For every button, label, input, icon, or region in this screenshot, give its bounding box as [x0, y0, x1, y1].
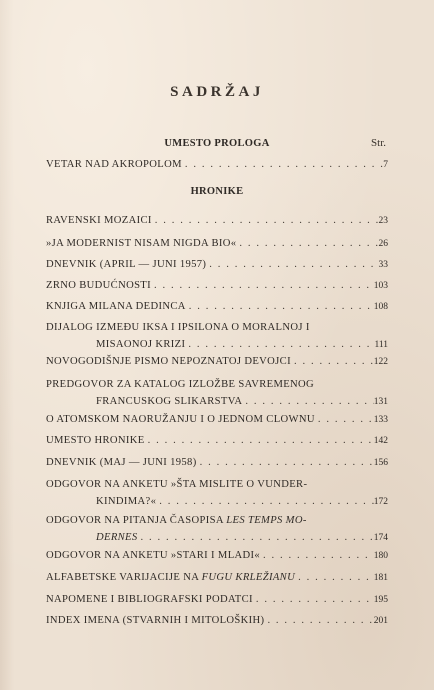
toc-entry-page: 122: [373, 357, 388, 367]
toc-entry-title: RAVENSKI MOZAICI: [46, 215, 152, 226]
toc-entry-title: NAPOMENE I BIBLIOGRAFSKI PODATCI: [46, 594, 253, 605]
toc-entry-page: 201: [373, 616, 388, 626]
toc-entry-page: 142: [373, 436, 388, 446]
toc-entry-title: »JA MODERNIST NISAM NIGDA BIO«: [46, 238, 237, 249]
leader-dots: [151, 280, 374, 292]
toc-entry-title: DNEVNIK (APRIL — JUNI 1957): [46, 259, 207, 270]
toc-entry: [46, 215, 388, 227]
leader-dots: [236, 238, 378, 250]
toc-entry: [46, 356, 388, 368]
toc-entry-title: DNEVNIK (MAJ — JUNI 1958): [46, 457, 197, 468]
toc-entry: [46, 572, 388, 584]
toc-entry-title-line1: DIJALOG IZMEĐU IKSA I IPSILONA O MORALNOJ I: [46, 322, 310, 333]
toc-entry: [46, 457, 388, 469]
toc-entry-title: O ATOMSKOM NAORUŽANJU I O JEDNOM CLOWNU: [46, 414, 315, 425]
toc-entry-title: ZRNO BUDUĆNOSTI: [46, 280, 152, 291]
toc-entry-title-line2: DERNES: [96, 532, 138, 543]
toc-entry-title: ODGOVOR NA ANKETU »STARI I MLADI«: [46, 550, 261, 561]
toc-entry-title-line2: FRANCUSKOG SLIKARSTVA: [96, 396, 243, 407]
toc-entry: [46, 159, 388, 171]
toc-entry-title-italic: FUGU KRLEŽIANU: [201, 572, 296, 583]
toc-entry-page: 108: [373, 302, 388, 312]
toc-entry-title-part: ODGOVOR NA PITANJA ČASOPISA: [46, 515, 227, 526]
leader-dots: [186, 301, 374, 313]
leader-dots: [197, 457, 374, 469]
toc-entry-page: 195: [373, 595, 388, 605]
leader-dots: [145, 435, 374, 447]
toc-entry: [46, 615, 388, 627]
leader-dots: [138, 532, 374, 544]
toc-entry-page: 23: [378, 216, 388, 226]
toc-entry-title-italic: LES TEMPS MO-: [226, 515, 307, 526]
toc-entry: [46, 515, 388, 544]
toc-entry-page: 174: [373, 533, 388, 543]
toc-entry-title-line1: [46, 515, 307, 527]
leader-dots: [156, 496, 374, 508]
toc-entry-page: 131: [373, 397, 388, 407]
toc-entry: [46, 550, 388, 562]
toc-entry: [46, 301, 388, 313]
toc-entry-title-part: ALFABETSKE VARIJACIJE NA: [46, 572, 202, 583]
toc-entry: [46, 379, 388, 408]
toc-entry-title: [46, 572, 295, 584]
leader-dots: [295, 572, 374, 584]
toc-entry: [46, 259, 388, 271]
toc-entry-page: 111: [374, 340, 388, 350]
toc-entry-page: 133: [373, 415, 388, 425]
toc-entry: [46, 479, 388, 508]
page-column-label: Str.: [371, 137, 386, 149]
toc-entry: [46, 322, 388, 351]
toc-entry-title-line1: PREDGOVOR ZA KATALOG IZLOŽBE SAVREMENOG: [46, 379, 315, 390]
toc-entry-page: 172: [373, 497, 388, 507]
toc-entry-page: 181: [373, 573, 388, 583]
toc-entry-title: NOVOGODIŠNJE PISMO NEPOZNATOJ DEVOJCI: [46, 356, 291, 367]
leader-dots: [242, 396, 373, 408]
toc-entry-page: 180: [373, 551, 388, 561]
leader-dots: [291, 356, 374, 368]
toc-entry-page: 33: [378, 260, 388, 270]
leader-dots: [206, 259, 378, 271]
toc-entry: [46, 280, 388, 292]
toc-entry-page: 103: [373, 281, 388, 291]
toc-entry: [46, 414, 388, 426]
toc-entry-page: 26: [378, 239, 388, 249]
leader-dots: [253, 594, 374, 606]
leader-dots: [315, 414, 374, 426]
leader-dots: [185, 339, 374, 351]
toc-entry-title: UMESTO HRONIKE: [46, 435, 145, 446]
toc-entry-title-line1: ODGOVOR NA ANKETU »ŠTA MISLITE O VUNDER-: [46, 479, 308, 490]
toc-entry: [46, 594, 388, 606]
toc-entry: [46, 435, 388, 447]
toc-entry-page: 7: [383, 160, 388, 170]
section-heading-hronike: HRONIKE: [190, 186, 244, 197]
page-title: SADRŽAJ: [170, 84, 264, 100]
toc-entry: [46, 238, 388, 250]
section-heading-prolog: UMESTO PROLOGA: [164, 138, 270, 149]
leader-dots: [182, 159, 383, 171]
leader-dots: [264, 615, 373, 627]
toc-entry-title-line2: MISAONOJ KRIZI: [96, 339, 186, 350]
toc-entry-title: INDEX IMENA (STVARNIH I MITOLOŠKIH): [46, 615, 265, 626]
leader-dots: [260, 550, 374, 562]
toc-entry-title-line2: KINDIMA?«: [96, 496, 157, 507]
toc-entry-title: KNJIGA MILANA DEDINCA: [46, 301, 186, 312]
toc-entry-title: VETAR NAD AKROPOLOM: [46, 159, 182, 170]
toc-entry-page: 156: [373, 458, 388, 468]
leader-dots: [152, 215, 379, 227]
